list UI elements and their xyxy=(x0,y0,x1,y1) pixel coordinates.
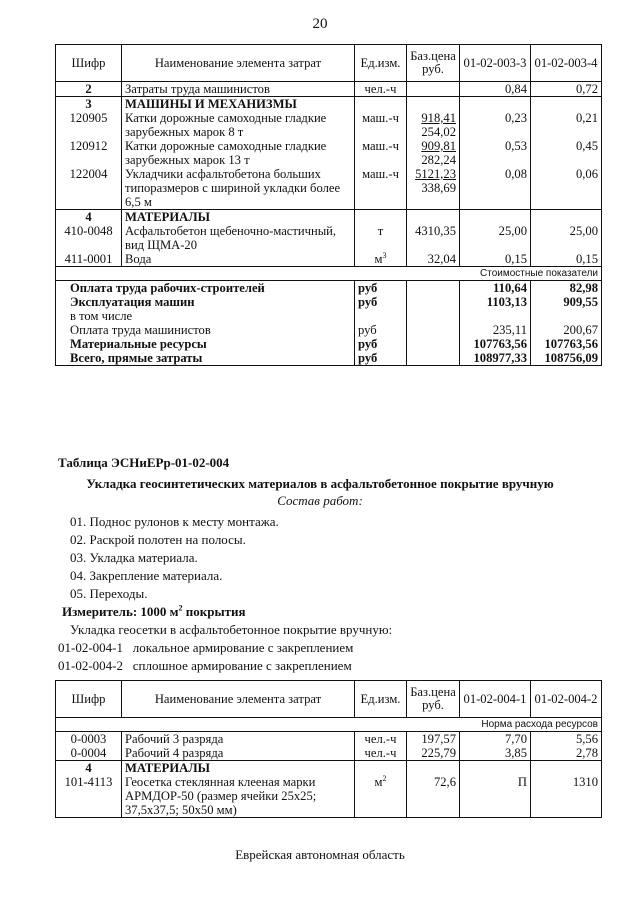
unit-cell: чел.-ч xyxy=(355,82,407,97)
header-base-price: Баз.цена руб. xyxy=(407,45,460,82)
unit-cell xyxy=(355,252,407,267)
cost-caption: Стоимостные показатели xyxy=(56,267,602,281)
price-cell: 32,04 xyxy=(407,252,460,267)
unit-superscript: 3 xyxy=(382,250,387,260)
cost-value: 110,64 xyxy=(460,281,531,296)
cost-row xyxy=(56,323,602,337)
cost-unit: руб xyxy=(355,323,407,337)
price-machinist: 282,24 xyxy=(421,153,456,167)
resource-table-1 xyxy=(55,44,602,366)
cost-name: Материальные ресурсы xyxy=(56,337,355,351)
name-cell: Рабочий 4 разряда xyxy=(122,746,355,761)
header-name: Наименование элемента затрат xyxy=(122,45,355,82)
resource-table-2 xyxy=(55,680,602,818)
variant-code: 01-02-004-2 xyxy=(58,658,123,673)
code-cell: 410-0048 xyxy=(56,224,122,252)
value-cell: 5,56 xyxy=(531,732,602,747)
header-col-b: 01-02-004-2 xyxy=(531,681,602,718)
table-row xyxy=(56,775,602,818)
works-heading: Состав работ: xyxy=(277,493,363,508)
cost-value: 108977,33 xyxy=(460,351,531,366)
unit-superscript: 2 xyxy=(382,773,387,783)
name-cell: Катки дорожные самоходные гладкие зарубежных марок 8 т xyxy=(122,111,355,139)
table-row xyxy=(56,252,602,267)
cost-row xyxy=(56,281,602,296)
section-row xyxy=(56,97,602,112)
code-cell: 0-0003 xyxy=(56,732,122,747)
header-col-b: 01-02-003-4 xyxy=(531,45,602,82)
table-row xyxy=(56,732,602,747)
price-cell xyxy=(407,111,460,139)
table-row xyxy=(56,111,602,139)
intro-text: Укладка геосетки в асфальтобетонное покрытие вручную: xyxy=(70,622,393,637)
norm-caption: Норма расхода ресурсов xyxy=(56,718,602,732)
name-cell: Вода xyxy=(122,252,355,267)
price-cell: 72,6 xyxy=(407,775,460,818)
table-row xyxy=(56,82,602,97)
table-row xyxy=(56,746,602,761)
value-cell: 0,45 xyxy=(531,139,602,167)
header-unit: Ед.изм. xyxy=(355,681,407,718)
code-cell: 2 xyxy=(56,82,122,97)
section-title: МАТЕРИАЛЫ xyxy=(122,761,355,776)
cost-value: 107763,56 xyxy=(460,337,531,351)
cost-value xyxy=(460,309,531,323)
work-item: 05. Переходы. xyxy=(70,586,148,601)
unit-text: м xyxy=(374,252,383,266)
header-name: Наименование элемента затрат xyxy=(122,681,355,718)
header-code: Шифр xyxy=(56,45,122,82)
unit-cell: чел.-ч xyxy=(355,732,407,747)
table-title: Укладка геосинтетических материалов в асфальтобетонное покрытие вручную xyxy=(86,476,554,491)
cost-value: 108756,09 xyxy=(531,351,602,366)
value-cell: 0,21 xyxy=(531,111,602,139)
unit-cell: маш.-ч xyxy=(355,111,407,139)
price-cell: 197,57 xyxy=(407,732,460,747)
unit-text: м xyxy=(374,775,383,789)
variant-code: 01-02-004-1 xyxy=(58,640,123,655)
header-unit: Ед.изм. xyxy=(355,45,407,82)
cost-row xyxy=(56,295,602,309)
table-row xyxy=(56,139,602,167)
name-cell: Катки дорожные самоходные гладкие зарубежных марок 13 т xyxy=(122,139,355,167)
price-machinist: 254,02 xyxy=(421,125,456,139)
measure-suffix: покрытия xyxy=(182,604,246,619)
section-title: МАТЕРИАЛЫ xyxy=(122,210,355,225)
section-row xyxy=(56,761,602,776)
price-main: 909,81 xyxy=(421,139,456,153)
work-item: 03. Укладка материала. xyxy=(70,550,198,565)
cost-name: Эксплуатация машин xyxy=(56,295,355,309)
section-number: 4 xyxy=(56,761,122,776)
cost-unit: руб xyxy=(355,337,407,351)
variant-line xyxy=(58,640,353,656)
table-row xyxy=(56,167,602,210)
unit-cell xyxy=(355,775,407,818)
code-cell: 0-0004 xyxy=(56,746,122,761)
cost-unit xyxy=(355,309,407,323)
value-cell: 0,23 xyxy=(460,111,531,139)
value-cell: 0,06 xyxy=(531,167,602,210)
cost-name: Оплата труда рабочих-строителей xyxy=(56,281,355,296)
cost-value: 82,98 xyxy=(531,281,602,296)
section-number: 3 xyxy=(56,97,122,112)
cost-name: Оплата труда машинистов xyxy=(56,323,355,337)
price-cell xyxy=(407,139,460,167)
cost-row xyxy=(56,337,602,351)
name-cell: Асфальтобетон щебеночно-мастичный, вид ЩМА-20 xyxy=(122,224,355,252)
unit-cell: чел.-ч xyxy=(355,746,407,761)
value-cell: 25,00 xyxy=(531,224,602,252)
header-col-a: 01-02-004-1 xyxy=(460,681,531,718)
code-cell: 411-0001 xyxy=(56,252,122,267)
work-item: 04. Закрепление материала. xyxy=(70,568,223,583)
cost-value: 1103,13 xyxy=(460,295,531,309)
code-cell: 122004 xyxy=(56,167,122,210)
cost-value: 200,67 xyxy=(531,323,602,337)
value-cell: 0,15 xyxy=(460,252,531,267)
price-cell: 225,79 xyxy=(407,746,460,761)
price-main: 5121,23 xyxy=(415,167,456,181)
price-cell xyxy=(407,167,460,210)
measure-prefix: Измеритель: 1000 м xyxy=(62,604,179,619)
measure-superscript: 2 xyxy=(178,603,183,613)
cost-value: 107763,56 xyxy=(531,337,602,351)
cost-value xyxy=(531,309,602,323)
header-base-price: Баз.цена руб. xyxy=(407,681,460,718)
table-header-row xyxy=(56,45,602,82)
value-cell: 0,84 xyxy=(460,82,531,97)
value-cell: 0,15 xyxy=(531,252,602,267)
value-cell: 0,53 xyxy=(460,139,531,167)
value-cell: 2,78 xyxy=(531,746,602,761)
name-cell: Затраты труда машинистов xyxy=(122,82,355,97)
value-cell: 0,08 xyxy=(460,167,531,210)
value-cell: 7,70 xyxy=(460,732,531,747)
code-cell: 120905 xyxy=(56,111,122,139)
cost-row xyxy=(56,309,602,323)
section-number: 4 xyxy=(56,210,122,225)
cost-row xyxy=(56,351,602,366)
header-col-a: 01-02-003-3 xyxy=(460,45,531,82)
cost-unit: руб xyxy=(355,351,407,366)
cost-unit: руб xyxy=(355,295,407,309)
table-row xyxy=(56,224,602,252)
footer-region: Еврейская автономная область xyxy=(235,847,405,862)
cost-value: 235,11 xyxy=(460,323,531,337)
name-cell: Рабочий 3 разряда xyxy=(122,732,355,747)
code-cell: 101-4113 xyxy=(56,775,122,818)
section-title: МАШИНЫ И МЕХАНИЗМЫ xyxy=(122,97,355,112)
value-cell: П xyxy=(460,775,531,818)
table-label: Таблица ЭСНиЕРр-01-02-004 xyxy=(58,455,230,470)
price-machinist: 338,69 xyxy=(421,181,456,195)
page-number: 20 xyxy=(312,16,328,32)
code-cell: 120912 xyxy=(56,139,122,167)
cost-name: Всего, прямые затраты xyxy=(56,351,355,366)
value-cell: 25,00 xyxy=(460,224,531,252)
price-cell xyxy=(407,82,460,97)
price-cell: 4310,35 xyxy=(407,224,460,252)
cost-unit: руб xyxy=(355,281,407,296)
cost-value: 909,55 xyxy=(531,295,602,309)
price-main: 918,41 xyxy=(421,111,456,125)
value-cell: 3,85 xyxy=(460,746,531,761)
norm-caption-row xyxy=(56,718,602,732)
work-item: 01. Поднос рулонов к месту монтажа. xyxy=(70,514,279,529)
section-row xyxy=(56,210,602,225)
work-item: 02. Раскрой полотен на полосы. xyxy=(70,532,246,547)
name-cell: Укладчики асфальтобетона больших типоразмеров с шириной укладки более 6,5 м xyxy=(122,167,355,210)
cost-name: в том числе xyxy=(56,309,355,323)
unit-cell: маш.-ч xyxy=(355,139,407,167)
header-code: Шифр xyxy=(56,681,122,718)
value-cell: 1310 xyxy=(531,775,602,818)
table-header-row xyxy=(56,681,602,718)
unit-cell: маш.-ч xyxy=(355,167,407,210)
cost-caption-row xyxy=(56,267,602,281)
variant-line xyxy=(58,658,352,674)
value-cell: 0,72 xyxy=(531,82,602,97)
name-cell: Геосетка стеклянная клееная марки АРМДОР-50 (размер ячейки 25х25; 37,5х37,5; 50х50 мм) xyxy=(122,775,355,818)
measure-unit xyxy=(62,604,246,620)
unit-cell: т xyxy=(355,224,407,252)
variant-text: сплошное армирование с закреплением xyxy=(132,658,352,673)
variant-text: локальное армирование с закреплением xyxy=(132,640,354,655)
